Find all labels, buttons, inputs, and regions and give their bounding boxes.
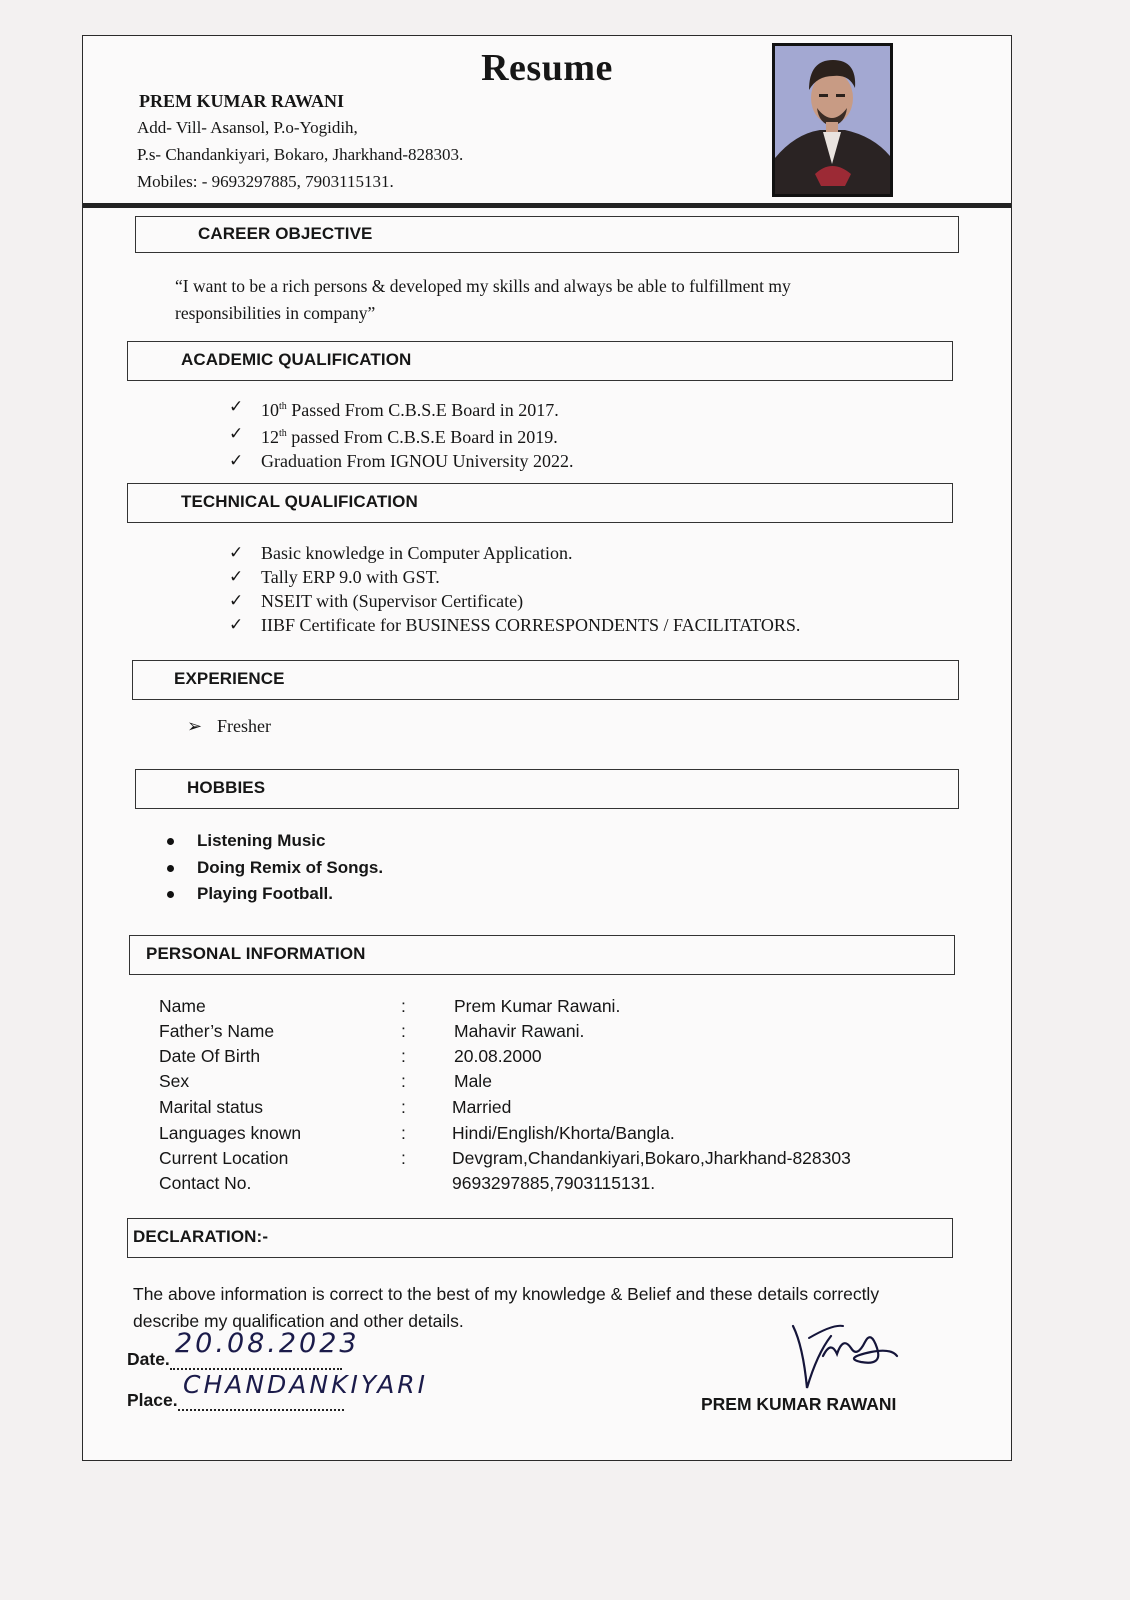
career-objective-text: “I want to be a rich persons & developed my skills and always be able to fulfillment my responsibilities in company”	[175, 276, 791, 323]
list-item: ✓ NSEIT with (Supervisor Certificate)	[229, 591, 524, 611]
address-line-2: P.s- Chandankiyari, Bokaro, Jharkhand-828303.	[137, 145, 464, 164]
section-header-declaration	[127, 1218, 953, 1258]
section-header-personal-info	[129, 935, 955, 975]
check-mark-icon: ✓	[229, 591, 244, 610]
info-row-marital-status: Marital status : Married	[159, 1097, 512, 1117]
address-line-1: Add- Vill- Asansol, P.o-Yogidih,	[137, 118, 358, 137]
list-item: ✓ Tally ERP 9.0 with GST.	[229, 567, 440, 587]
round-bullet-icon	[167, 838, 174, 845]
academic-list	[229, 395, 573, 473]
list-item: ✓ 12th passed From C.B.S.E Board in 2019.	[229, 424, 558, 447]
page-title: Resume	[481, 47, 613, 89]
resume-sheet	[82, 35, 1012, 1461]
list-item: ✓ Basic knowledge in Computer Application.	[229, 543, 573, 563]
profile-photo	[772, 43, 893, 197]
header-divider	[83, 203, 1011, 208]
info-row-name: Name : Prem Kumar Rawani.	[159, 996, 621, 1016]
section-header-career-objective	[135, 216, 959, 253]
signatory-name: PREM KUMAR RAWANI	[701, 1394, 897, 1414]
section-title: PERSONAL INFORMATION	[146, 944, 366, 963]
section-title: EXPERIENCE	[174, 669, 285, 688]
section-title: DECLARATION:-	[133, 1227, 269, 1246]
mobile-numbers: Mobiles: - 9693297885, 7903115131.	[137, 172, 394, 191]
place-field: Place.	[127, 1390, 344, 1411]
section-title: ACADEMIC QUALIFICATION	[181, 350, 412, 369]
check-mark-icon: ✓	[229, 567, 244, 586]
check-mark-icon: ✓	[229, 543, 244, 562]
section-header-experience	[132, 660, 959, 700]
check-mark-icon: ✓	[229, 615, 244, 634]
info-row-contact-no: Contact No. 9693297885,7903115131.	[159, 1173, 656, 1193]
section-title: CAREER OBJECTIVE	[198, 224, 373, 243]
signature-icon	[773, 1296, 903, 1396]
list-item: Playing Football.	[165, 881, 383, 908]
list-item: ✓ 10th Passed From C.B.S.E Board in 2017.	[229, 397, 559, 420]
hobbies-list	[165, 828, 383, 908]
check-mark-icon: ✓	[229, 451, 244, 470]
experience-item: ➢ Fresher	[187, 716, 271, 736]
round-bullet-icon	[167, 891, 174, 898]
applicant-name: PREM KUMAR RAWANI	[139, 91, 344, 111]
technical-list	[229, 541, 800, 637]
info-row-languages: Languages known : Hindi/English/Khorta/Bangla.	[159, 1123, 675, 1143]
section-header-academic	[127, 341, 953, 381]
section-title: HOBBIES	[187, 778, 266, 797]
info-row-date-of-birth: Date Of Birth : 20.08.2000	[159, 1046, 542, 1066]
section-header-hobbies	[135, 769, 959, 809]
list-item: ✓ IIBF Certificate for BUSINESS CORRESPONDENTS / FACILITATORS.	[229, 615, 801, 635]
info-row-current-location: Current Location : Devgram,Chandankiyari,Bokaro,Jharkhand-828303	[159, 1148, 851, 1168]
date-field: Date.	[127, 1349, 342, 1370]
round-bullet-icon	[167, 865, 174, 872]
list-item: ✓ Graduation From IGNOU University 2022.	[229, 451, 574, 471]
info-row-sex: Sex : Male	[159, 1071, 492, 1091]
declaration-text: The above information is correct to the best of my knowledge & Belief and these details correctly describe my qualification and other details.	[133, 1284, 880, 1331]
section-title: TECHNICAL QUALIFICATION	[181, 492, 418, 511]
check-mark-icon: ✓	[229, 397, 244, 416]
handwritten-date: 20.08.2023	[175, 1328, 360, 1359]
arrow-bullet-icon: ➢	[187, 716, 203, 736]
list-item: Listening Music	[165, 828, 383, 855]
check-mark-icon: ✓	[229, 424, 244, 443]
info-row-father-name: Father’s Name : Mahavir Rawani.	[159, 1021, 585, 1041]
handwritten-place: CHANDANKIYARI	[183, 1370, 429, 1399]
section-header-technical	[127, 483, 953, 523]
list-item: Doing Remix of Songs.	[165, 855, 383, 882]
